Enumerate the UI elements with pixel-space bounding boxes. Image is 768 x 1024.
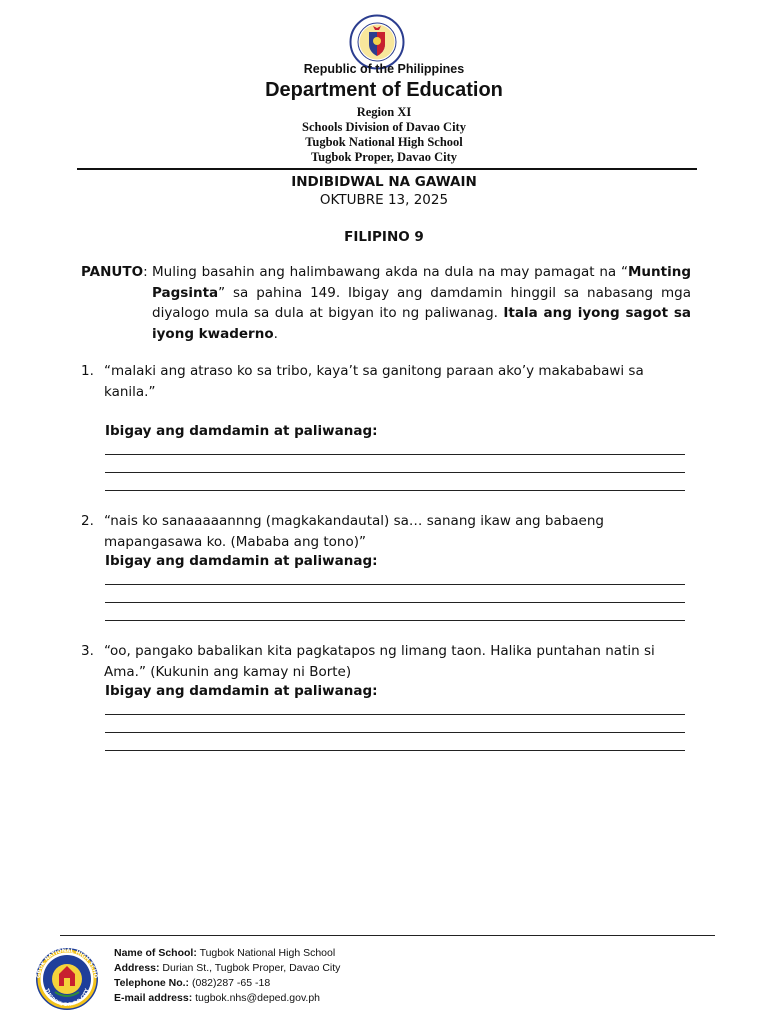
svg-text:TUGBOK, DAVAO CITY: TUGBOK, DAVAO CITY [43, 988, 91, 1009]
school-location: Tugbok Proper, Davao City [310, 150, 458, 164]
answer-line[interactable] [105, 750, 685, 751]
school-logo-icon [31, 944, 103, 1010]
question-quote: “malaki ang atraso ko sa tribo, kaya’t sa ganitong paraan ako’y makababawi sa kanila.” [104, 363, 644, 400]
answer-prompt: Ibigay ang damdamin at paliwanag: [105, 553, 378, 569]
address-line: Address: Durian St., Tugbok Proper, Davao City [114, 962, 341, 974]
answer-line[interactable] [105, 490, 685, 491]
school-contact-info [114, 946, 340, 1006]
school-name: Tugbok National High School [305, 135, 463, 149]
question-item [81, 361, 691, 402]
instructions-text: Muling basahin ang halimbawang akda na dula na may pamagat na “Munting Pagsinta” sa pahina 149. Ibigay ang damdamin hinggil sa nabasang mga diyalogo mula sa dula at bigyan ito ng paliwanag. Itala ang iyong sagot sa iyong kwaderno. [152, 264, 692, 342]
question-item [81, 511, 691, 552]
answer-line[interactable] [105, 602, 685, 603]
answer-line[interactable] [105, 732, 685, 733]
email-line: E-mail address: tugbok.nhs@deped.gov.ph [114, 992, 321, 1004]
svg-text:TUGBOK NATIONAL HIGH SCHOOL: GBOK NATIONAL HIGH SCHO [35, 947, 99, 979]
answer-prompt: Ibigay ang damdamin at paliwanag: [105, 683, 378, 699]
instructions-emphasis: Itala ang iyong sagot sa iyong kwaderno [152, 305, 692, 342]
telephone-line: Telephone No.: (082)287 -65 -18 [114, 977, 271, 989]
instructions-label: PANUTO: [81, 264, 148, 280]
country-name: Republic of the Philippines [303, 62, 465, 76]
answer-line[interactable] [105, 714, 685, 715]
activity-title: INDIBIDWAL NA GAWAIN [291, 174, 477, 190]
question-quote: “oo, pangako babalikan kita pagkatapos ng limang taon. Halika puntahan natin si Ama.” (Kukunin ang kamay ni Borte) [104, 643, 655, 680]
question-number: 1. [81, 363, 94, 379]
region-name: Region XI [356, 105, 412, 119]
question-number: 3. [81, 643, 94, 659]
subject-title: FILIPINO 9 [344, 229, 424, 245]
instructions [81, 262, 691, 344]
question-quote: “nais ko sanaaaaannng (magkakandautal) sa… sanang ikaw ang babaeng mapangasawa ko. (Mababa ang tono)” [104, 513, 604, 550]
answer-line[interactable] [105, 584, 685, 585]
question-number: 2. [81, 513, 94, 529]
answer-line[interactable] [105, 620, 685, 621]
question-item [81, 641, 691, 682]
activity-date: OKTUBRE 13, 2025 [319, 192, 449, 208]
footer-divider [60, 935, 715, 936]
answer-line[interactable] [105, 472, 685, 473]
school-name-line: Name of School: Tugbok National High School [114, 947, 336, 959]
department-name: Department of Education [265, 79, 503, 101]
story-title: Munting Pagsinta [152, 264, 691, 301]
division-name: Schools Division of Davao City [302, 120, 466, 134]
header-divider [77, 168, 697, 170]
answer-line[interactable] [105, 454, 685, 455]
email-link[interactable]: tugbok.nhs@deped.gov.ph [192, 992, 321, 1004]
answer-prompt: Ibigay ang damdamin at paliwanag: [105, 423, 378, 439]
